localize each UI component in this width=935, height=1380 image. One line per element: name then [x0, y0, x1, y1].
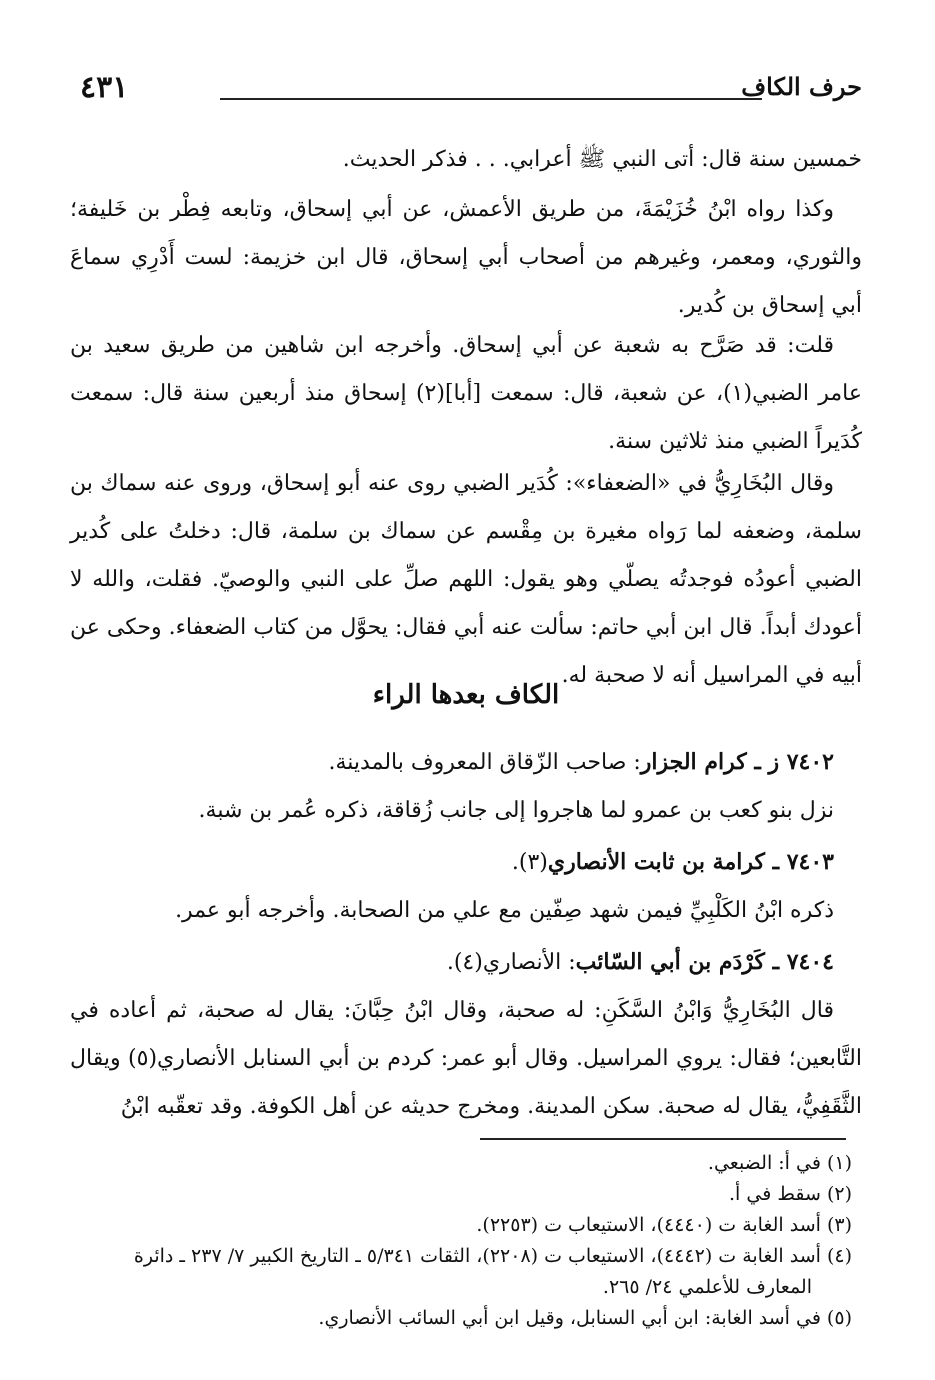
paragraph-4: وقال البُخَارِيُّ في «الضعفاء»: كُدَير الضبي روى عنه أبو إسحاق، وروى عنه سماك بن سلمة، وضعفه لما رَواه مغيرة بن مِقْسم عن سماك بن سلمة، قال: دخلتُ على كُدير الضبي أعودُه فوجدتُه يصلّي وهو يقول: اللهم صلِّ على النبي والوصيّ. فقلت، والله لا أعودك أبداً. قال ابن أبي حاتم: سألت عنه أبي فقال: يحوَّل من كتاب الضعفاء. وحكى عن أبيه في المراسيل أنه لا صحبة له.: [70, 471, 862, 688]
footnote-5: (٥) في أسد الغابة: ابن أبي السنابل، وقيل ابن أبي السائب الأنصاري.: [318, 1307, 852, 1329]
entry-head: ٧٤٠٤ ـ كَرْدَم بن أبي السّائب: [575, 949, 834, 975]
entry-body: ذكره ابْنُ الكَلْبِيِّ فيمن شهد صِفّين مع علي من الصحابة. وأخرجه أبو عمر.: [175, 898, 834, 923]
running-title: حرف الكاف: [741, 72, 862, 101]
entry-7404: [70, 938, 862, 1131]
footnotes: [70, 1148, 852, 1334]
main-text-block: [70, 136, 862, 184]
entry-body: قال البُخَارِيُّ وَابْنُ السَّكَنِ: له صحبة، وقال ابْنُ حِبَّانَ: يقال له صحبة، ثم أعاده في التَّابعين؛ فقال: يروي المراسيل. وقال أبو عمر: كردم بن أبي السنابل الأنصاري(٥) ويقال الثَّقَفِيُّ، يقال له صحبة. سكن المدينة. ومخرج حديثه عن أهل الكوفة. وقد تعقّبه ابْنُ: [70, 998, 862, 1119]
entry-heading-line: [70, 738, 862, 787]
footnote-rule: [480, 1138, 846, 1140]
entry-7402: [70, 738, 862, 835]
entry-head: ٧٤٠٣ ـ كرامة بن ثابت الأنصاري: [547, 849, 834, 875]
section-title: الكاف بعدها الراء: [372, 680, 560, 710]
entry-7403: [70, 838, 862, 935]
entry-head-text: (٣).: [511, 850, 548, 875]
main-text-block: [70, 186, 862, 330]
entry-head-text: : صاحب الزّقاق المعروف بالمدينة.: [328, 750, 641, 775]
entry-head: ٧٤٠٢ ز ـ كرام الجزار: [640, 749, 834, 775]
page-header: [70, 70, 862, 110]
footnote-3: (٣) أسد الغابة ت (٤٤٤٠)، الاستيعاب ت (٢٢٥٣).: [476, 1214, 852, 1236]
main-text-block: [70, 322, 862, 466]
entry-body: نزل بنو كعب بن عمرو لما هاجروا إلى جانب زُقاقة، ذكره عُمر بن شبة.: [198, 798, 834, 823]
paragraph-2: وكذا رواه ابْنُ خُزَيْمَةَ، من طريق الأعمش، عن أبي إسحاق، وتابعه فِطْر بن خَليفة؛ والثوري، ومعمر، وغيرهم من أصحاب أبي إسحاق، قال ابن خزيمة: لست أَدْرِي سماعَ أبي إسحاق بن كُدير.: [70, 197, 862, 318]
footnote-2: (٢) سقط في أ.: [729, 1183, 852, 1205]
entry-heading-line: [70, 938, 862, 987]
footnote-4-continued: المعارف للأعلمي ٢٤/ ٢٦٥.: [602, 1276, 812, 1298]
footnote-4: (٤) أسد الغابة ت (٤٤٤٢)، الاستيعاب ت (٢٢٠٨)، الثقات ٥/٣٤١ ـ التاريخ الكبير ٧/ ٢٣٧ ـ دائرة: [133, 1245, 852, 1267]
main-text-block: [70, 460, 862, 700]
header-rule: [220, 98, 762, 100]
paragraph-1: خمسين سنة قال: أتى النبي ﷺ أعرابي. . . فذكر الحديث.: [342, 147, 862, 172]
entry-heading-line: [70, 838, 862, 887]
entry-head-text: : الأنصاري(٤).: [446, 950, 576, 975]
page-number: ٤٣١: [80, 70, 129, 105]
footnote-1: (١) في أ: الضبعي.: [707, 1152, 852, 1174]
paragraph-3: قلت: قد صَرَّح به شعبة عن أبي إسحاق. وأخرجه ابن شاهين من طريق سعيد بن عامر الضبي(١)، عن شعبة، قال: سمعت [أبا](٢) إسحاق منذ أربعين سنة قال: سمعت كُدَيراً الضبي منذ ثلاثين سنة.: [70, 333, 862, 454]
